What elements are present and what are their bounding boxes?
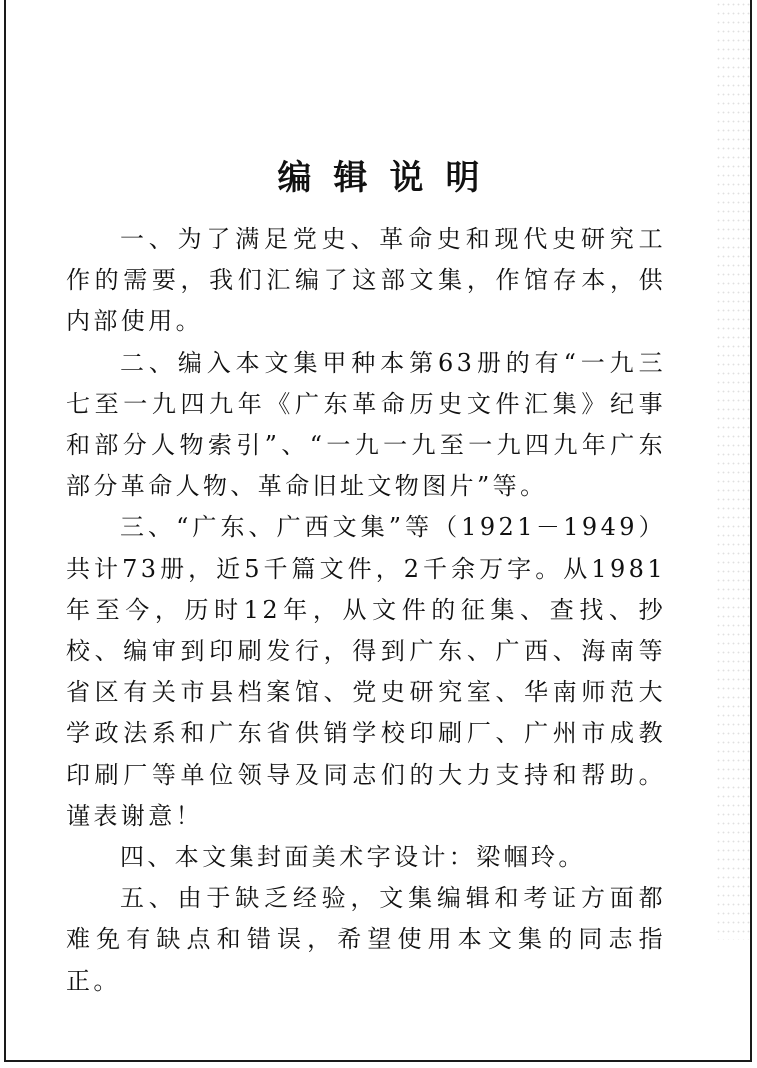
- paragraph-2: 二、编入本文集甲种本第63册的有“一九三七至一九四九年《广东革命历史文件汇集》纪事和部分人物索引”、“一九一九至一九四九年广东部分革命人物、革命旧址文物图片”等。: [66, 348, 666, 501]
- scan-edge-noise: [716, 0, 750, 940]
- paragraph-4: 四、本文集封面美术字设计：梁帼玲。: [120, 843, 586, 872]
- paragraph-3: 三、“广东、广西文集”等（1921－1949）共计73册，近5千篇文件，2千余万字。从1981年至今，历时12年，从文件的征集、查找、抄校、编审到印刷发行，得到广东、广西、海南等省区有关市县档案馆、党史研究室、华南师范大学政法系和广东省供销学校印刷厂、广州市成教印刷厂等单位领导及同志们的大力支持和帮助。谨表谢意！: [66, 513, 666, 830]
- document-body: [66, 219, 666, 1002]
- paragraph-1: 一、为了满足党史、革命史和现代史研究工作的需要，我们汇编了这部文集，作馆存本，供内部使用。: [66, 225, 666, 336]
- paragraph-5: 五、由于缺乏经验，文集编辑和考证方面都难免有缺点和错误，希望使用本文集的同志指正。: [66, 884, 666, 995]
- page-title: 编辑说明: [277, 158, 502, 198]
